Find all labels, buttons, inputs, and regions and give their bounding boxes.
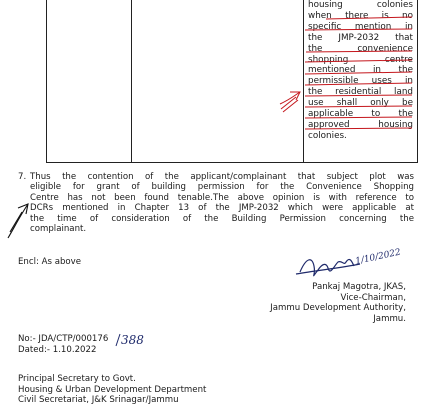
table-cell-line: mentioned in the [308, 65, 413, 76]
signatory-city: Jammu. [373, 313, 406, 324]
signature-underline [296, 264, 360, 274]
paragraph-line: eligible for grant of building permission for the Convenience Shopping [30, 182, 414, 193]
signature-stroke [300, 259, 354, 275]
handwritten-slash [116, 334, 120, 346]
table-cell-line: approved housing [308, 119, 413, 130]
table-fragment [46, 0, 418, 163]
reference-number: No:- JDA/CTP/000176 [18, 334, 109, 344]
black-arrow-head [18, 204, 28, 214]
black-arrow [8, 204, 28, 238]
signature-block [270, 282, 406, 324]
table-cell-line: colonies. [308, 130, 347, 141]
signatory-name: Pankaj Magotra, JKAS, [312, 282, 406, 292]
table-column-divider [303, 0, 304, 162]
paragraph-line: Thus the contention of the applicant/complainant that subject plot was [30, 172, 414, 182]
addressee-line: Civil Secretariat, J&K Srinagar/Jammu [18, 395, 179, 406]
paragraph-line: the time of consideration of the Building Permission concerning the [30, 213, 414, 224]
handwritten-date: 1/10/2022 [354, 247, 402, 267]
addressee-block [18, 374, 206, 406]
table-cell-line: the JMP-2032 that [308, 32, 413, 43]
table-cell-line: housing colonies [308, 0, 413, 10]
table-cell-line: applicable to the [308, 109, 413, 120]
black-arrow-stroke [10, 212, 22, 232]
addressee-line: Housing & Urban Development Department [18, 384, 207, 395]
table-cell-line: permissible uses in [308, 76, 413, 87]
paragraph-body [30, 172, 414, 234]
table-cell-line: when there is no [308, 10, 413, 21]
table-cell-line: use shall only be [308, 98, 413, 109]
enclosure-note: Encl: As above [18, 257, 82, 267]
addressee-line: Principal Secretary to Govt. [18, 374, 136, 384]
reference-date: Dated:- 1.10.2022 [18, 344, 97, 355]
table-cell-line: the residential land [308, 87, 413, 98]
handwritten-reference-number: 388 [121, 333, 144, 347]
reference-block [18, 334, 108, 355]
paragraph-line: Centre has not been found tenable.The above opinion is with reference to [30, 192, 414, 203]
signature-scribble [296, 259, 360, 275]
signatory-organization: Jammu Development Authority, [270, 303, 406, 314]
table-cell-line: specific mention in [308, 21, 413, 32]
paragraph-number: 7. [18, 172, 27, 182]
signatory-designation: Vice-Chairman, [340, 292, 406, 303]
paragraph-line: DCRs mentioned in Chapter 13 of the JMP-2032 which were applicable at [30, 203, 414, 214]
table-column-divider [131, 0, 132, 162]
table-cell-text [308, 0, 413, 142]
table-cell-line: the convenience [308, 43, 413, 54]
paragraph-line: complainant. [30, 224, 87, 235]
table-cell-line: shopping centre [308, 54, 413, 65]
black-arrow-shaft [8, 204, 28, 238]
